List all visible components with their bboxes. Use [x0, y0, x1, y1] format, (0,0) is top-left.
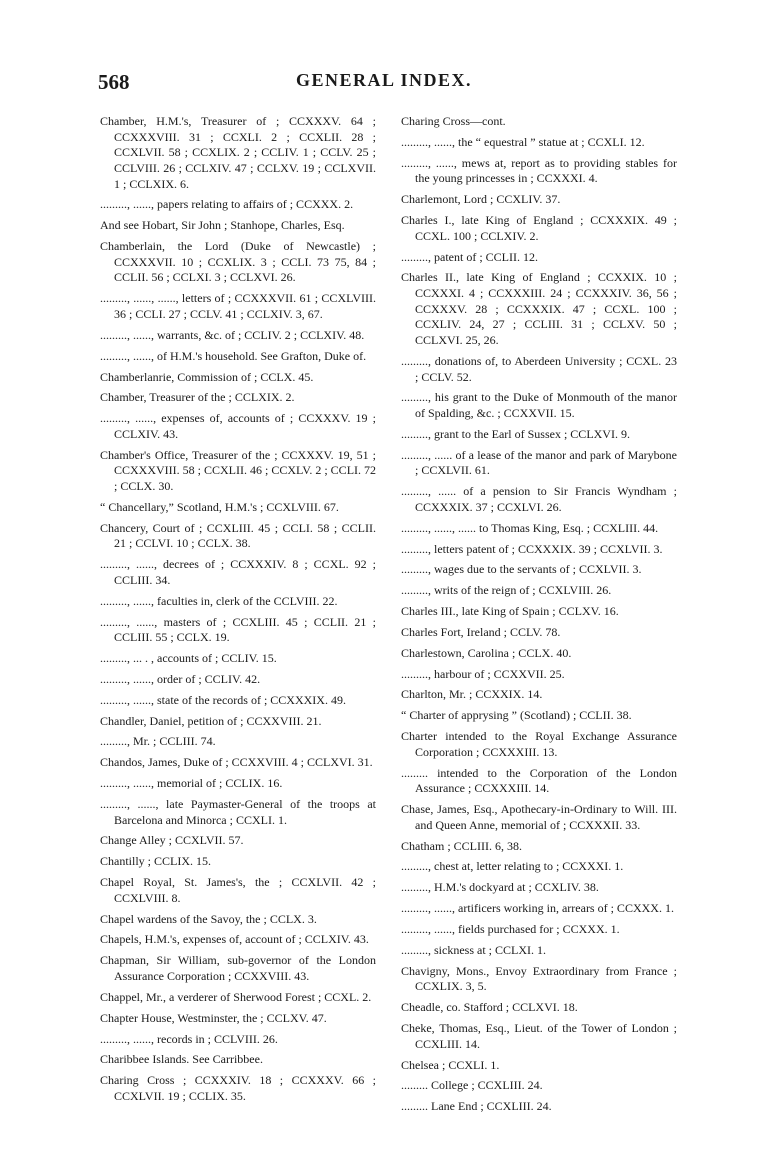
index-entry: Chase, James, Esq., Apothecary-in-Ordinary to Will. III. and Queen Anne, memorial of ; CCXXXII. 33. — [401, 802, 677, 832]
index-entry: Charlemont, Lord ; CCXLIV. 37. — [401, 192, 561, 207]
index-entry: Chamber, H.M.'s, Treasurer of ; CCXXXV. 64 ; CCXXXVIII. 31 ; CCXLI. 2 ; CCXLII. 28 ; CCXLVII. 58 ; CCXLIX. 2 ; CCLIV. 1 ; CCLV. 25 ; CCLVIII. 26 ; CCLXIV. 47 ; CCLXV. 19 ; CCLXVII. 1 ; CCLXIX. 6. — [100, 114, 376, 191]
index-entry: Chapel Royal, St. James's, the ; CCXLVII. 42 ; CCXLVIII. 8. — [100, 875, 376, 905]
index-entry: Chavigny, Mons., Envoy Extraordinary from France ; CCXLIX. 3, 5. — [401, 963, 677, 994]
index-entry: Charter intended to the Royal Exchange Assurance Corporation ; CCXXXIII. 13. — [401, 729, 677, 759]
index-entry: Chantilly ; CCLIX. 15. — [100, 854, 211, 869]
index-entry: Chapels, H.M.'s, expenses of, account of ; CCLXIV. 43. — [100, 932, 369, 947]
index-entry: ........., ... . , accounts of ; CCLIV. 15. — [100, 651, 277, 666]
index-entry: Charing Cross—cont. — [401, 114, 506, 128]
index-entry: Chancery, Court of ; CCXLIII. 45 ; CCLI. 58 ; CCLII. 21 ; CCLVI. 10 ; CCLX. 38. — [100, 520, 376, 551]
index-entry: Chapman, Sir William, sub-governor of the London Assurance Corporation ; CCXXVIII. 43. — [100, 953, 376, 983]
index-entry: ......... intended to the Corporation of the London Assurance ; CCXXXIII. 14. — [401, 765, 677, 796]
index-entry: ........., ......, ...... to Thomas King, Esq. ; CCXLIII. 44. — [401, 520, 659, 535]
index-entry: “ Charter of apprysing ” (Scotland) ; CCLII. 38. — [401, 708, 632, 723]
index-entry: ........., ......, decrees of ; CCXXXIV. 8 ; CCXL. 92 ; CCLIII. 34. — [100, 557, 376, 587]
index-entry: Chandler, Daniel, petition of ; CCXXVIII. 21. — [100, 713, 322, 728]
index-entry: ........., ......, faculties in, clerk of the CCLVIII. 22. — [100, 593, 338, 608]
index-entry: ........., ...... of a pension to Sir Francis Wyndham ; CCXXXIX. 37 ; CCXLVI. 26. — [401, 484, 677, 514]
index-entry: Charles III., late King of Spain ; CCLXV. 16. — [401, 604, 619, 619]
index-entry: ........., ......, late Paymaster-General of the troops at Barcelona and Minorca ; CCXLI. 1. — [100, 796, 376, 827]
index-entry: Charibbee Islands. See Carribbee. — [100, 1052, 263, 1067]
index-entry: ........., ...... of a lease of the manor and park of Marybone ; CCXLVII. 61. — [401, 447, 677, 478]
index-entry: Chamber, Treasurer of the ; CCLXIX. 2. — [100, 390, 295, 405]
index-entry: Cheadle, co. Stafford ; CCLXVI. 18. — [401, 1000, 578, 1015]
index-entry: ........., ......, memorial of ; CCLIX. 16. — [100, 776, 283, 791]
index-entry: ........., harbour of ; CCXXVII. 25. — [401, 666, 565, 681]
index-entry: ........., grant to the Earl of Sussex ; CCLXVI. 9. — [401, 426, 630, 441]
index-entry: ........., ......, artificers working in, arrears of ; CCXXX. 1. — [401, 901, 674, 916]
index-entry: ........., patent of ; CCLII. 12. — [401, 249, 538, 264]
index-entry: ........., ......, papers relating to affairs of ; CCXXX. 2. — [100, 197, 354, 212]
index-entry: ........., ......, of H.M.'s household. See Grafton, Duke of. — [100, 348, 367, 363]
index-entry: ........., writs of the reign of ; CCXLVIII. 26. — [401, 583, 612, 598]
index-entry: Chappel, Mr., a verderer of Sherwood Forest ; CCXL. 2. — [100, 989, 372, 1004]
index-entry: Charing Cross ; CCXXXIV. 18 ; CCXXXV. 66 ; CCXLVII. 19 ; CCLIX. 35. — [100, 1073, 376, 1103]
index-entry: Chelsea ; CCXLI. 1. — [401, 1057, 500, 1072]
index-entry: ........., ......, records in ; CCLVIII. 26. — [100, 1031, 278, 1046]
index-entry: And see Hobart, Sir John ; Stanhope, Charles, Esq. — [100, 218, 345, 233]
index-entry: ......... College ; CCXLIII. 24. — [401, 1078, 543, 1093]
index-entry: Chamber's Office, Treasurer of the ; CCXXXV. 19, 51 ; CCXXXVIII. 58 ; CCXLII. 46 ; CCXLV. 2 ; CCLI. 72 ; CCLX. 30. — [100, 447, 377, 493]
index-entry: ........., letters patent of ; CCXXXIX. 39 ; CCXLVII. 3. — [401, 541, 663, 556]
index-entry: ........., ......, warrants, &c. of ; CCLIV. 2 ; CCLXIV. 48. — [100, 327, 365, 342]
index-column-right — [401, 114, 677, 1120]
index-entry: ........., ......, masters of ; CCXLIII. 45 ; CCLII. 21 ; CCLIII. 55 ; CCLX. 19. — [100, 614, 376, 645]
index-entry: ........., wages due to the servants of ; CCXLVII. 3. — [401, 562, 642, 577]
index-entry: Cheke, Thomas, Esq., Lieut. of the Tower of London ; CCXLIII. 14. — [401, 1021, 677, 1051]
index-entry: Chamberlain, the Lord (Duke of Newcastle) ; CCXXXVII. 10 ; CCXLIX. 3 ; CCLI. 73 75, 84 ; CCLII. 56 ; CCLXI. 3 ; CCLXVI. 26. — [100, 239, 376, 285]
index-entry: ........., donations of, to Aberdeen University ; CCXL. 23 ; CCLV. 52. — [401, 353, 677, 384]
index-entry: Charles II., late King of England ; CCXXIX. 10 ; CCXXXI. 4 ; CCXXXIII. 24 ; CCXXXIV. 36, 56 ; CCXXXV. 28 ; CCXXXIX. 47 ; CCXL. 100 ; CCXLIV. 24, 27 ; CCLIII. 31 ; CCLXV. 50 ; CCLXVI. 25, 26. — [401, 270, 677, 347]
index-entry: ........., H.M.'s dockyard at ; CCXLIV. 38. — [401, 880, 599, 895]
index-entry: Change Alley ; CCXLVII. 57. — [100, 833, 244, 848]
index-entry: Charlestown, Carolina ; CCLX. 40. — [401, 645, 572, 660]
index-entry: ........., ......, fields purchased for ; CCXXX. 1. — [401, 922, 620, 936]
index-entry: ........., ......, the “ equestral ” statue at ; CCXLI. 12. — [401, 134, 645, 149]
index-entry: Chandos, James, Duke of ; CCXXVIII. 4 ; CCLXVI. 31. — [100, 755, 373, 770]
index-entry: ........., his grant to the Duke of Monmouth of the manor of Spalding, &c. ; CCXXVII. 15. — [401, 390, 677, 420]
index-entry: Charles Fort, Ireland ; CCLV. 78. — [401, 624, 561, 639]
index-entry: Charles I., late King of England ; CCXXXIX. 49 ; CCXL. 100 ; CCLXIV. 2. — [401, 213, 677, 243]
index-column-left — [100, 114, 376, 1110]
index-entry: ........., ......, ......, letters of ; CCXXXVII. 61 ; CCXLVIII. 36 ; CCLI. 27 ; CCLV. 41 ; CCLXIV. 3, 67. — [100, 291, 376, 321]
index-entry: ........., ......, order of ; CCLIV. 42. — [100, 671, 261, 686]
running-title: GENERAL INDEX. — [295, 70, 473, 90]
index-entry: ......... Lane End ; CCXLIII. 24. — [401, 1099, 552, 1114]
index-entry: Chapter House, Westminster, the ; CCLXV. 47. — [100, 1010, 327, 1025]
page-number: 568 — [98, 70, 130, 94]
index-entry: “ Chancellary,” Scotland, H.M.'s ; CCXLVIII. 67. — [100, 499, 339, 514]
index-entry: ........., chest at, letter relating to ; CCXXXI. 1. — [401, 859, 624, 874]
index-entry: ........., ......, expenses of, accounts of ; CCXXXV. 19 ; CCLXIV. 43. — [100, 411, 376, 441]
index-entry: ........., ......, state of the records of ; CCXXXIX. 49. — [100, 692, 346, 707]
index-entry: Chatham ; CCLIII. 6, 38. — [401, 838, 522, 853]
index-entry: Chamberlanrie, Commission of ; CCLX. 45. — [100, 369, 314, 384]
index-entry: Charlton, Mr. ; CCXXIX. 14. — [401, 687, 543, 702]
index-entry: ........., ......, mews at, report as to providing stables for the young princesses in ; CCXXXI. 4. — [401, 155, 677, 186]
index-entry: Chapel wardens of the Savoy, the ; CCLX. 3. — [100, 911, 317, 926]
index-entry: ........., sickness at ; CCLXI. 1. — [401, 942, 546, 957]
index-entry: ........., Mr. ; CCLIII. 74. — [100, 734, 216, 749]
